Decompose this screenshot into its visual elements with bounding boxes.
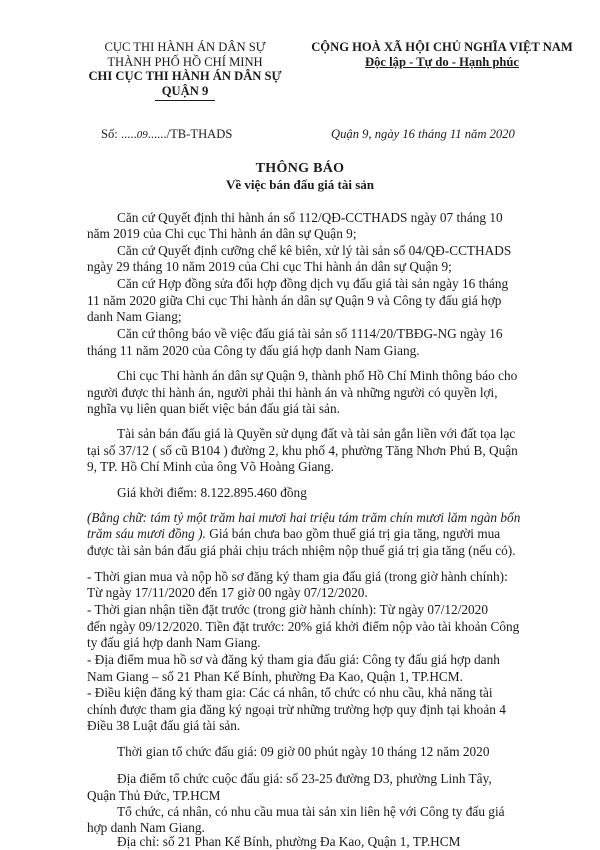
document-subtitle: Về việc bán đấu giá tài sản: [225, 177, 375, 192]
agency-line-1: CỤC THI HÀNH ÁN DÂN SỰ: [104, 40, 266, 54]
body-line: Quận Thủ Đức, TP.HCM: [87, 788, 221, 803]
contact-address: Địa chỉ: số 21 Phan Kế Bính, phường Đa Kao, Quận 1, TP.HCM: [117, 834, 461, 849]
doc-number-prefix: Số: .....: [101, 127, 137, 141]
body-line: tại số 37/12 ( số cũ B104 ) đường 2, khu phố 4, phường Tăng Nhơn Phú B, Quận: [87, 443, 518, 458]
body-line: chính được tham gia đăng ký ngoại trừ những trường hợp quy định tại khoản 4: [87, 702, 506, 717]
body-line: nghĩa vụ liên quan biết việc bán đấu giá tài sản.: [87, 401, 340, 416]
body-line: Căn cứ Quyết định thi hành án số 112/QĐ-CCTHADS ngày 07 tháng 10: [117, 210, 503, 225]
auction-time: Thời gian tổ chức đấu giá: 09 giờ 00 phút ngày 10 tháng 12 năm 2020: [117, 744, 490, 759]
document-title: THÔNG BÁO: [255, 161, 345, 176]
auction-venue: Địa điểm tổ chức cuộc đấu giá: số 23-25 đường D3, phường Linh Tây,: [117, 771, 492, 786]
document-number: [101, 127, 232, 142]
issuing-agency-header: [70, 40, 300, 101]
body-line: Từ ngày 17/11/2020 đến 17 giờ 00 ngày 07/12/2020.: [87, 585, 368, 600]
body-line: Căn cứ Quyết định cưỡng chế kê biên, xử lý tài sản số 04/QĐ-CCTHADS: [117, 243, 512, 258]
body-line: Căn cứ thông báo về việc đấu giá tài sản số 1114/20/TBĐG-NG ngày 16: [117, 326, 503, 341]
doc-number-suffix: ....../TB-THADS: [147, 127, 233, 141]
national-motto: Độc lập - Tự do - Hạnh phúc: [365, 55, 519, 69]
place-and-date: Quận 9, ngày 16 tháng 11 năm 2020: [331, 127, 515, 141]
price-in-words: (Bằng chữ: tám tỷ một trăm hai mươi hai triệu tám trăm chín mươi lăm ngàn bốn: [87, 510, 521, 525]
body-line: Tài sản bán đấu giá là Quyền sử dụng đất và tài sản gắn liền với đất tọa lạc: [117, 426, 516, 441]
body-line: hợp danh Nam Giang.: [87, 820, 205, 835]
bullet-line: - Thời gian mua và nộp hồ sơ đăng ký tham gia đấu giá (trong giờ hành chính):: [87, 569, 508, 584]
body-line: ty đấu giá hợp danh Nam Giang.: [87, 635, 261, 650]
body-line: tháng 11 năm 2020 của Công ty đấu giá hợp danh Nam Giang.: [87, 343, 420, 358]
national-title: CỘNG HOÀ XÃ HỘI CHỦ NGHĨA VIỆT NAM: [311, 40, 573, 54]
body-line: danh Nam Giang;: [87, 309, 182, 324]
body-line: được tài sản bán đấu giá phải chịu trách nhiệm nộp thuế giá trị gia tăng (nếu có).: [87, 543, 516, 558]
national-header: [282, 40, 600, 70]
body-line: đến ngày 09/12/2020. Tiền đặt trước: 20% giá khởi điểm nộp vào tài khoản Công: [87, 619, 520, 634]
agency-line-2: THÀNH PHỐ HỒ CHÍ MINH: [107, 54, 263, 69]
doc-number-value: 09: [136, 129, 148, 141]
vat-note: Giá bán chưa bao gồm thuế giá trị gia tăng, người mua: [205, 526, 501, 541]
body-line: Chi cục Thi hành án dân sự Quận 9, thành phố Hồ Chí Minh thông báo cho: [117, 368, 518, 383]
body-line: Căn cứ Hợp đồng sửa đổi hợp đồng dịch vụ đấu giá tài sản ngày 16 tháng: [117, 276, 509, 291]
body-line: người được thi hành án, người phải thi hành án và những người có quyền lợi,: [87, 385, 498, 400]
body-line: Tổ chức, cá nhân, có nhu cầu mua tài sản xin liên hệ với Công ty đấu giá: [117, 804, 505, 819]
agency-line-4: QUẬN 9: [161, 83, 209, 98]
starting-price: Giá khởi điểm: 8.122.895.460 đồng: [117, 485, 307, 500]
bullet-line: - Điều kiện đăng ký tham gia: Các cá nhân, tổ chức có nhu cầu, khả năng tài: [87, 685, 493, 700]
body-line: 11 năm 2020 giữa Chi cục Thi hành án dân sự Quận 9 và Công ty đấu giá hợp: [87, 293, 502, 308]
body-line: Nam Giang – số 21 Phan Kế Bính, phường Đa Kao, Quận 1, TP.HCM.: [87, 669, 463, 684]
body-line: ngày 29 tháng 10 năm 2019 của Chi cục Thi hành án dân sự Quận 9;: [87, 259, 452, 274]
agency-divider: [155, 100, 215, 101]
bullet-line: - Thời gian nhận tiền đặt trước (trong giờ hành chính): Từ ngày 07/12/2020: [87, 602, 488, 617]
body-line: [87, 526, 500, 542]
price-in-words-end: trăm sáu mươi đồng ).: [87, 526, 206, 541]
bullet-line: - Địa điểm mua hồ sơ và đăng ký tham gia đấu giá: Công ty đấu giá hợp danh: [87, 652, 500, 667]
agency-line-3: CHI CỤC THI HÀNH ÁN DÂN SỰ: [88, 69, 282, 83]
body-line: Điều 38 Luật đấu giá tài sản.: [87, 718, 241, 733]
body-line: năm 2019 của Chi cục Thi hành án dân sự Quận 9;: [87, 226, 357, 241]
body-line: 9, TP. Hồ Chí Minh của ông Võ Hoàng Giang.: [87, 459, 334, 474]
